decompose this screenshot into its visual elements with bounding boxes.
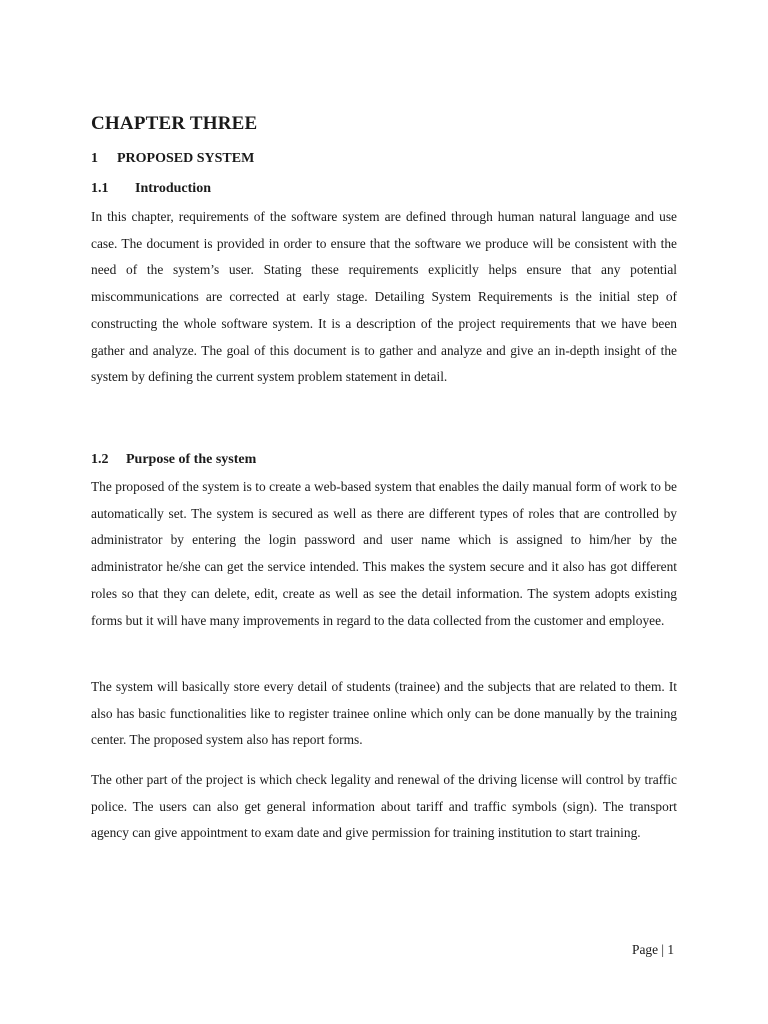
subsection-number: 1.1 — [91, 181, 109, 196]
subsection-heading-purpose — [91, 452, 256, 468]
introduction-paragraph: In this chapter, requirements of the software system are defined through human natural language and use case. The document is provided in order to ensure that the software we produce will be consistent with the need of the system’s user. Stating these requirements explicitly helps ensure that any potential miscommunications are corrected at early stage. Detailing System Requirements is the initial step of constructing the whole software system. It is a description of the project requirements that we have been gather and analyze. The goal of this document is to gather and analyze and give an in-depth insight of the system by defining the current system problem statement in detail. — [91, 209, 677, 385]
section-heading-proposed-system — [91, 151, 254, 167]
purpose-paragraph-3: The other part of the project is which check legality and renewal of the driving license will control by traffic police. The users can also get general information about tariff and traffic symbols (sign). The transport agency can give appointment to exam date and give permission for training institution to start training. — [91, 772, 677, 841]
page-number-footer: Page | 1 — [632, 942, 675, 957]
subsection-title: Introduction — [135, 181, 211, 196]
purpose-paragraph-1: The proposed of the system is to create a web-based system that enables the daily manual form of work to be automatically set. The system is secured as well as there are different types of roles that are controlled by administrator by entering the login password and user name which is assigned to him/her by the administrator he/she can get the service intended. This makes the system secure and it also has got different roles so that they can delete, edit, create as well as see the detail information. The system adopts existing forms but it will have many improvements in regard to the data collected from the customer and employee. — [91, 479, 677, 628]
subsection-number: 1.2 — [91, 452, 109, 467]
section-number: 1 — [91, 151, 98, 166]
subsection-title: Purpose of the system — [126, 452, 257, 467]
subsection-heading-introduction — [91, 181, 211, 197]
chapter-title: CHAPTER THREE — [91, 113, 258, 134]
purpose-paragraph-2: The system will basically store every detail of students (trainee) and the subjects that are related to them. It also has basic functionalities like to register trainee online which only can be done manually by the training center. The proposed system also has report forms. — [91, 679, 677, 748]
section-title: PROPOSED SYSTEM — [117, 151, 255, 166]
